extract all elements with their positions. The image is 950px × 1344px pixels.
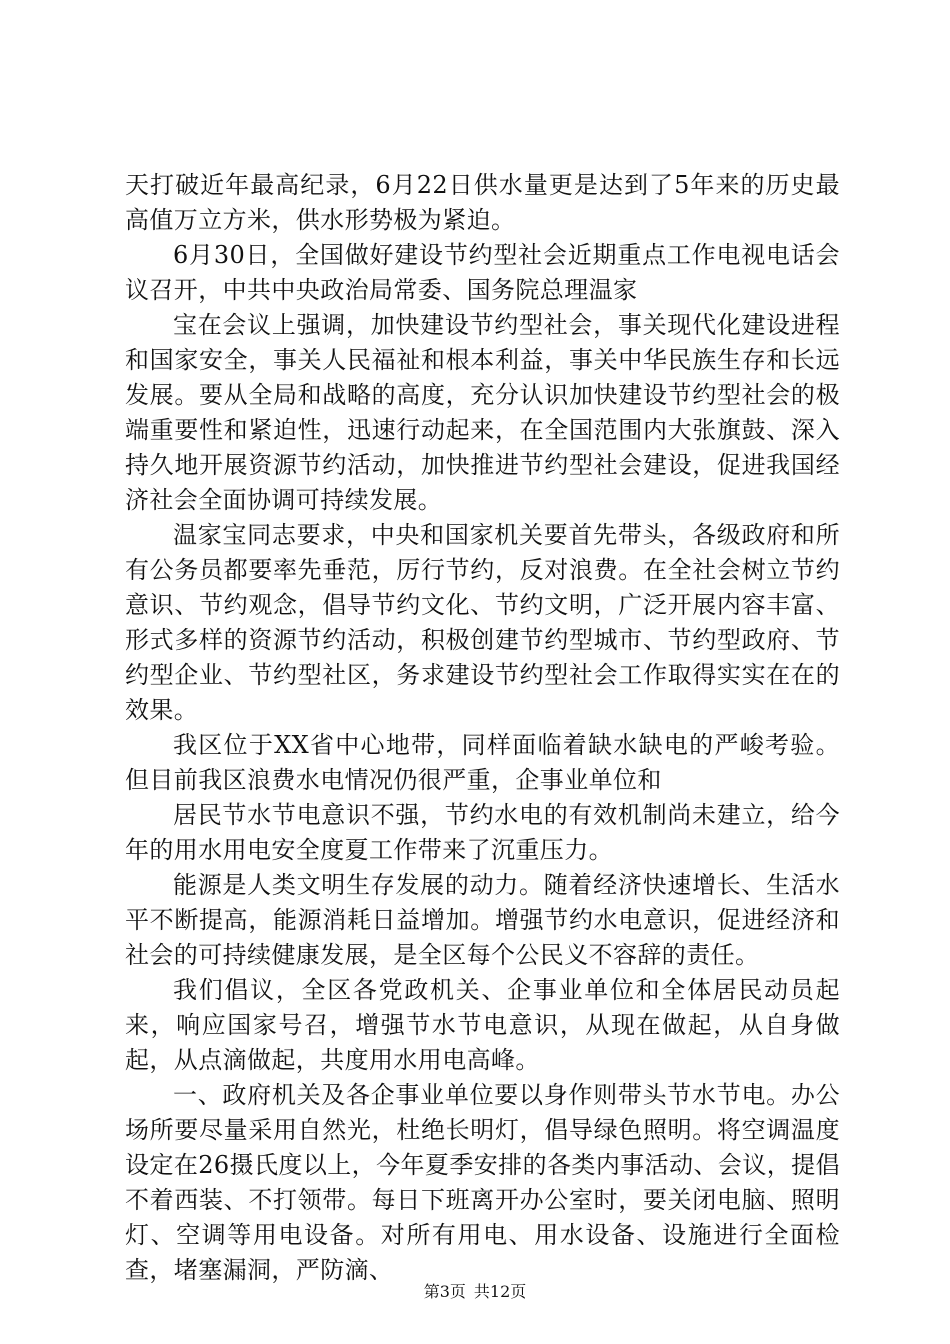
page-total: 共12页 [473, 1282, 527, 1301]
paragraph: 我们倡议，全区各党政机关、企事业单位和全体居民动员起来，响应国家号召，增强节水节电意识，从现在做起，从自身做起，从点滴做起，共度用水用电高峰。 [125, 976, 840, 1074]
document-body [125, 168, 840, 1288]
paragraph: 居民节水节电意识不强，节约水电的有效机制尚未建立，给今年的用水用电安全度夏工作带来了沉重压力。 [125, 801, 840, 864]
page-footer [0, 1282, 950, 1302]
page-number: 第3页 [423, 1282, 466, 1301]
paragraph: 我区位于XX省中心地带，同样面临着缺水缺电的严峻考验。但目前我区浪费水电情况仍很严重，企事业单位和 [125, 731, 840, 794]
paragraph: 宝在会议上强调，加快建设节约型社会，事关现代化建设进程和国家安全，事关人民福祉和根本利益，事关中华民族生存和长远发展。要从全局和战略的高度，充分认识加快建设节约型社会的极端重要性和紧迫性，迅速行动起来，在全国范围内大张旗鼓、深入持久地开展资源节约活动，加快推进节约型社会建设，促进我国经济社会全面协调可持续发展。 [125, 311, 840, 514]
paragraph: 能源是人类文明生存发展的动力。随着经济快速增长、生活水平不断提高，能源消耗日益增加。增强节约水电意识，促进经济和社会的可持续健康发展，是全区每个公民义不容辞的责任。 [125, 871, 840, 969]
paragraph: 6月30日，全国做好建设节约型社会近期重点工作电视电话会议召开，中共中央政治局常委、国务院总理温家 [125, 241, 840, 304]
paragraph: 温家宝同志要求，中央和国家机关要首先带头，各级政府和所有公务员都要率先垂范，厉行节约，反对浪费。在全社会树立节约意识、节约观念，倡导节约文化、节约文明，广泛开展内容丰富、形式多样的资源节约活动，积极创建节约型城市、节约型政府、节约型企业、节约型社区，务求建设节约型社会工作取得实实在在的效果。 [125, 521, 840, 724]
paragraph: 天打破近年最高纪录，6月22日供水量更是达到了5年来的历史最高值万立方米，供水形势极为紧迫。 [125, 171, 840, 234]
paragraph: 一、政府机关及各企事业单位要以身作则带头节水节电。办公场所要尽量采用自然光，杜绝长明灯，倡导绿色照明。将空调温度设定在26摄氏度以上，今年夏季安排的各类内事活动、会议，提倡不着西装、不打领带。每日下班离开办公室时，要关闭电脑、照明灯、空调等用电设备。对所有用电、用水设备、设施进行全面检查，堵塞漏洞，严防滴、 [125, 1081, 840, 1284]
